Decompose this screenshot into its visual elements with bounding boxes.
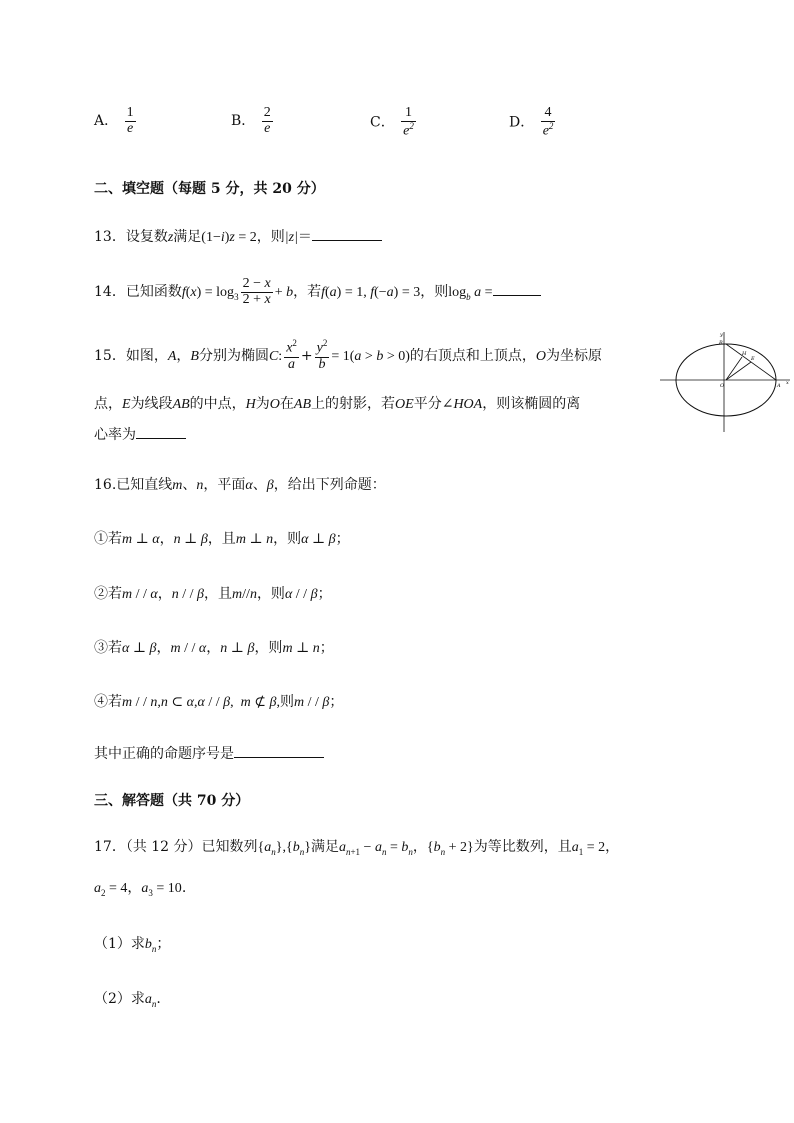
question-14: 14．已知函数$f(x) = \log_3$ $\frac{2 - x}{2 + x}$ + b，若f(a) = 1, f(−a) = 3，则$\log_b a$ = xyxy=(94,272,541,317)
option-a: A． $\frac{1}{e}$ xyxy=(94,105,134,136)
answer-blank[interactable] xyxy=(136,437,186,439)
proposition-4: ④若m / / n,n ⊂ α,α / / β, m ⊄ β,则m / / β； xyxy=(94,694,344,710)
option-b: B． $\frac{2}{e}$ xyxy=(231,105,271,136)
question-16-answer: 其中正确的命题序号是 xyxy=(94,743,324,765)
question-17-line-2: $a_2 = 4$，$a_3 = 10$. xyxy=(94,880,187,898)
label-b: B xyxy=(719,340,723,346)
answer-blank[interactable] xyxy=(312,239,382,241)
question-13: 13．设复数z满足(1−i)z = 2，则|z|＝ xyxy=(94,226,382,249)
answer-blank[interactable] xyxy=(493,294,541,296)
label-a: A xyxy=(777,383,781,389)
question-17: 17．（共 12 分）已知数列$\{a_n\},\{b_n\}$满足$a_{n+1} - a_n = b_n$，$\{b_n + 2\}$为等比数列，且$a_1 = 2$， xyxy=(94,839,620,857)
answer-blank[interactable] xyxy=(234,756,324,758)
section-2-heading: 二、填空题（每题 5 分，共 20 分） xyxy=(94,181,325,197)
question-15-line-3: 心率为 xyxy=(94,424,186,446)
ellipse-figure xyxy=(660,328,792,436)
label-y: y xyxy=(720,332,723,338)
question-15: 15．如图，A，B分别为椭圆C: $\frac{x^2}{a}$ + $\frac{y^2}{b}$ = 1(a > b > 0)的右顶点和上顶点，O为坐标原 xyxy=(94,338,603,372)
segment-oe xyxy=(726,362,751,380)
proposition-1: ①若m ⊥ α，n ⊥ β，且m ⊥ n，则α ⊥ β； xyxy=(94,531,350,547)
question-17-part-1: （1）求$b_n$； xyxy=(94,936,171,954)
label-h: H xyxy=(742,351,747,357)
proposition-3: ③若α ⊥ β，m / / α，n ⊥ β，则m ⊥ n； xyxy=(94,640,334,656)
question-16: 16.已知直线m、n，平面α、β，给出下列命题： xyxy=(94,477,386,493)
option-c: C． $\frac{1}{e^2}$ xyxy=(370,105,414,139)
proposition-2: ②若m / / α，n / / β，且m//n，则α / / β； xyxy=(94,586,332,602)
label-x: x xyxy=(786,380,789,386)
question-17-part-2: （2）求$a_n$. xyxy=(94,991,161,1009)
section-3-heading: 三、解答题（共 70 分） xyxy=(94,793,250,809)
label-e: E xyxy=(751,356,755,362)
option-d: D． $\frac{4}{e^2}$ xyxy=(509,105,554,139)
question-15-line-2: 点，E为线段AB的中点，H为O在AB上的射影，若OE平分∠HOA，则该椭圆的离 xyxy=(94,396,581,412)
segment-oh xyxy=(726,357,742,380)
label-o: O xyxy=(720,383,725,389)
